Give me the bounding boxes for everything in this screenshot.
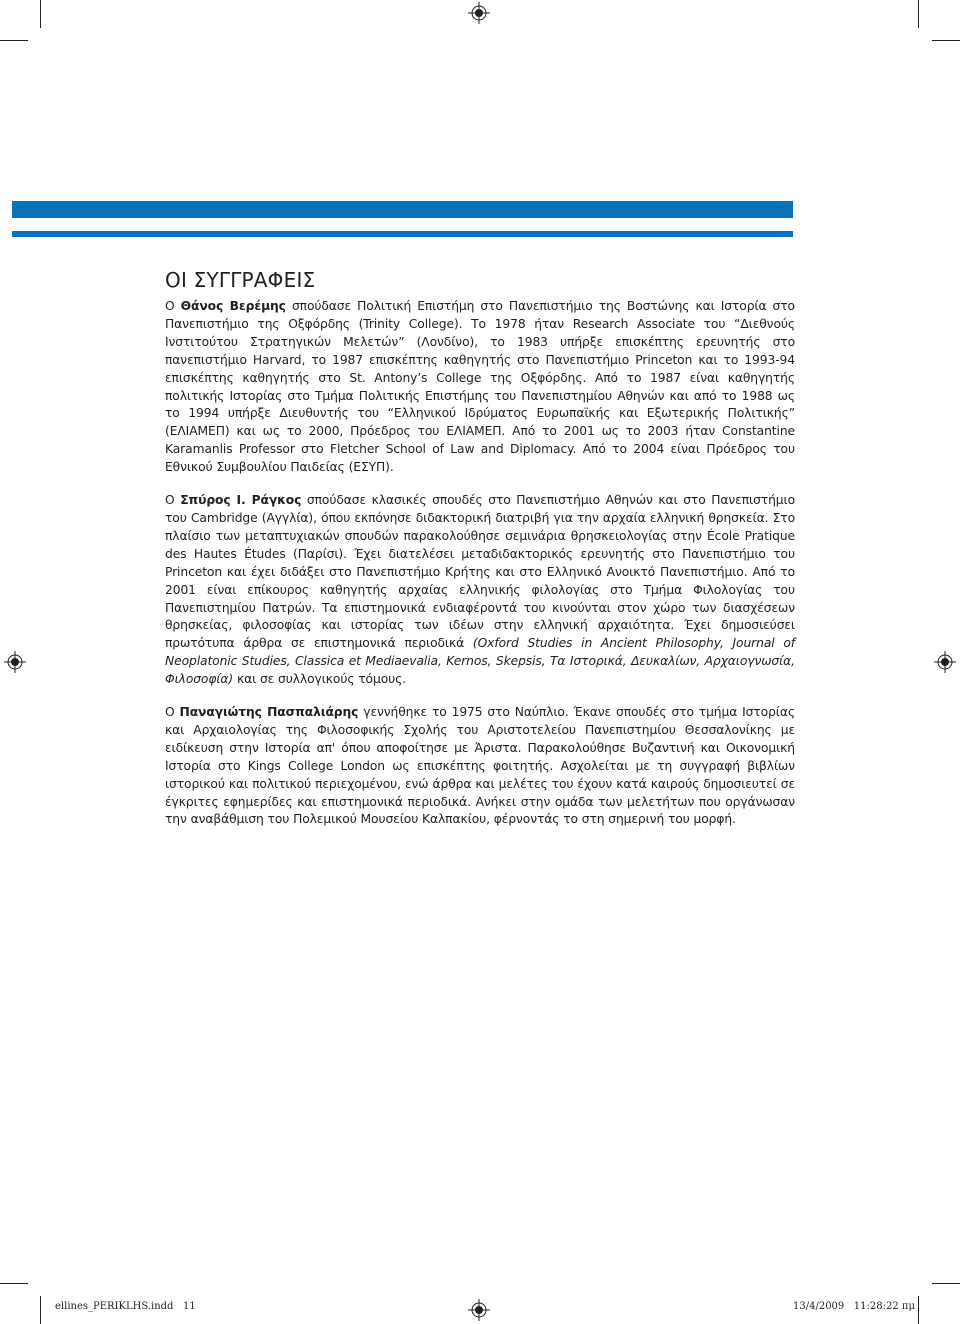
journal-list: (Oxford Studies in Ancient Philosophy, Journal of Neoplatonic Studies, Classica et Mediaevalia, Kernos, Skepsis, Τα Ιστορικά, Δευκαλίων, Αρχαιογνωσία, Φιλοσοφία): [165, 636, 795, 687]
author-name: Σπύρος Ι. Ράγκος: [180, 493, 302, 508]
crop-mark-bottom-right: [918, 1296, 919, 1324]
slug-timestamp: 13/4/2009 11:28:22 πμ: [793, 1301, 915, 1312]
header-band-thin: [12, 231, 793, 237]
paragraph-text: γεννήθηκε το 1975 στο Ναύπλιο. Έκανε σπουδές στο τμήμα Ιστορίας και Αρχαιολογίας της Φιλοσοφικής Σχολής του Αριστοτελείου Πανεπιστημίου Θεσσαλονίκης με ειδίκευση στην Ιστορία απ' όπου αποφοίτησε με Άριστα. Παρακολούθησε Βυζαντινή και Οικονομική Ιστορία στο Kings College London ως επισκέπτης φοιτητής. Ασχολείται με τη συγγραφή βιβλίων ιστορικού και πολιτικού περιεχομένου, ενώ άρθρα και μελέτες του έχουν κατά καιρούς δημοσιευτεί σε έγκριτες εφημερίδες και επιστημονικά περιοδικά. Ανήκει στην ομάδα των μελετήτων που οργάνωσαν την αναβάθμιση του Πολεμικού Μουσείου Καλπακίου, φέρνοντάς το στη σημερινή του μορφή.: [165, 705, 795, 827]
crop-mark-top-left: [40, 0, 41, 28]
crop-mark-bottom-right-h: [932, 1283, 960, 1284]
paragraph-text-end: και σε συλλογικούς τόμους.: [233, 672, 407, 687]
author-name: Θάνος Βερέμης: [180, 299, 286, 313]
author-name: Παναγιώτης Πασπαλιάρης: [179, 705, 359, 720]
paragraph-lead: Ο: [165, 705, 180, 720]
page-title: ΟΙ ΣΥΓΓΡΑΦΕΙΣ: [165, 268, 316, 292]
paragraph-text: σπούδασε κλασικές σπουδές στο Πανεπιστήμιο Αθηνών και στο Πανεπιστήμιο του Cambridge (Αγγλία), όπου εκπόνησε διδακτορική διατριβή για την αρχαία ελληνική θρησκεία. Στο πλαίσιο των μεταπτυχιακών σπουδών παρακολούθησε σεμινάρια θρησκειολογίας στην École Pratique des Hautes Études (Παρίσι). Έχει διατελέσει μεταδιδακτορικός ερευνητής στο Πανεπιστήμιο του Princeton και έχει διδάξει στο Πανεπιστήμιο Κρήτης και στο Ελληνικό Ανοικτό Πανεπιστήμιο. Από το 2001 είναι επίκουρος καθηγητής αρχαίας ελληνικής φιλολογίας στο Τμήμα Φιλολογίας του Πανεπιστημίου Πατρών. Τα επιστημονικά ενδιαφέροντά του κινούνται στον χώρο των διασχέσεων θρησκείας, φιλοσοφίας και ιστορίας των ιδέων στην ελληνική αρχαιότητα. Έχει δημοσιεύσει πρωτότυπα άρθρα σε επιστημονικά περιοδικά: [165, 493, 795, 651]
crop-mark-bottom-left-h: [0, 1283, 28, 1284]
crop-mark-bottom-left: [40, 1296, 41, 1324]
paragraph-lead: Ο: [165, 493, 181, 508]
crop-mark-top-left-h: [0, 40, 28, 41]
author-paragraph-paspaliaris: [165, 704, 795, 829]
registration-mark-right-icon: [934, 651, 956, 673]
author-paragraph-ragkos: [165, 492, 795, 689]
slug-filename: ellines_PERIKLHS.indd 11: [55, 1301, 196, 1312]
authors-section: [165, 268, 795, 844]
paragraph-lead: Ο: [165, 299, 181, 313]
registration-mark-top-icon: [468, 2, 490, 24]
crop-mark-top-right-h: [932, 40, 960, 41]
registration-mark-left-icon: [4, 651, 26, 673]
registration-mark-bottom-icon: [468, 1299, 490, 1321]
author-paragraph-vermis: [165, 298, 795, 477]
paragraph-text: σπούδασε Πολιτική Επιστήμη στο Πανεπιστήμιο της Βοστώνης και Ιστορία στο Πανεπιστήμιο της Οξφόρδης (Trinity College). Το 1978 ήταν Research Associate του “Διεθνούς Ινστιτούτου Στρατηγικών Μελετών” (Λονδίνο), το 1983 υπήρξε επισκέπτης ερευνητής στο πανεπιστήμιο Harvard, το 1987 επισκέπτης καθηγητής στο Πανεπιστήμιο Princeton και το 1993-94 επισκέπτης καθηγητής στο St. Antony’s College της Οξφόρδης. Από το 1987 είναι καθηγητής πολιτικής Ιστορίας στο Τμήμα Πολιτικής Επιστήμης του Πανεπιστημίου Αθηνών και από το 1988 ως το 1994 υπήρξε Διευθυντής του “Ελληνικού Ιδρύματος Ευρωπαϊκής και Εξωτερικής Πολιτικής” (ΕΛΙΑΜΕΠ) και ως το 2000, Πρόεδρος του ΕΛΙΑΜΕΠ. Από το 2001 ως το 2003 ήταν Constantine Karamanlis Professor στο Fletcher School of Law and Diplomacy. Από το 2004 είναι Πρόεδρος του Εθνικού Συμβουλίου Παιδείας (ΕΣΥΠ).: [165, 299, 795, 475]
header-band: [12, 201, 793, 218]
crop-mark-top-right: [918, 0, 919, 28]
